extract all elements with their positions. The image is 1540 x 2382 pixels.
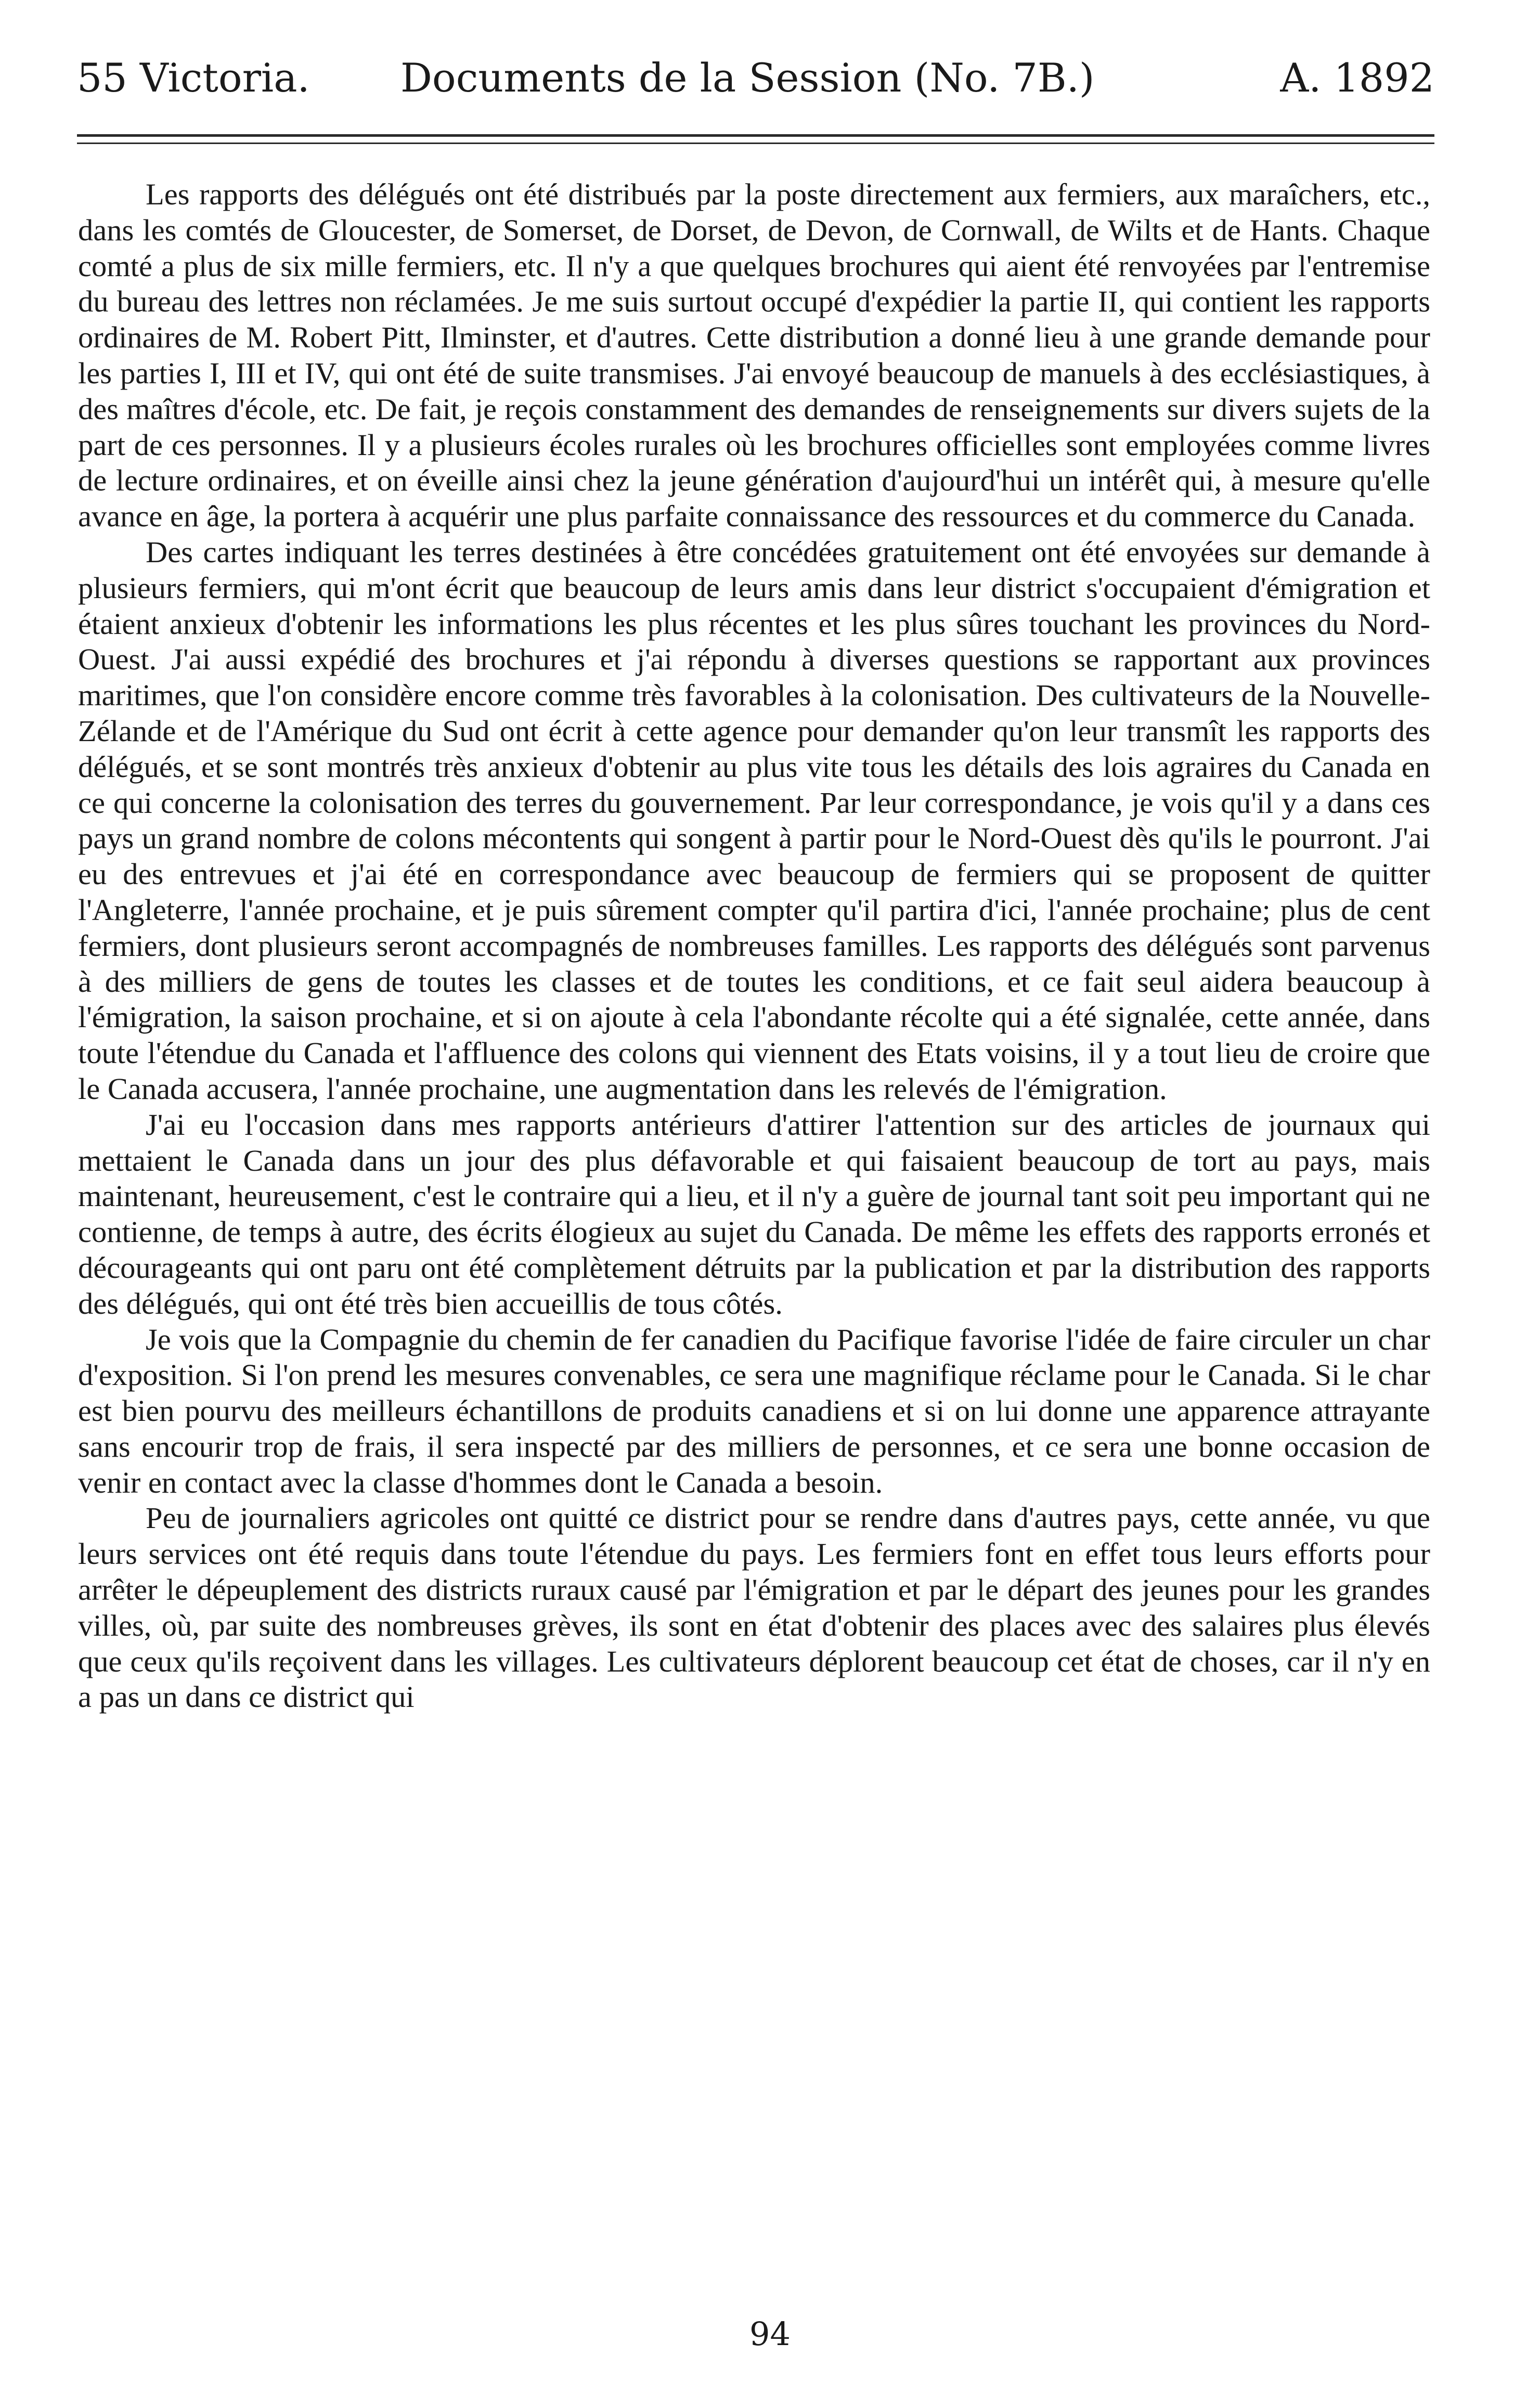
paragraph-newspaper-articles: J'ai eu l'occasion dans mes rapports antérieurs d'attirer l'attention sur des articles de journaux qui mettaient le Canada dans un jour des plus défavorable et qui faisaient beaucoup de tort au pays, mais maintenant, heureusement, c'est le contraire qui a lieu, et il n'y a guère de journal tant soit peu important qui ne contienne, de temps à autre, des écrits élogieux au sujet du Canada. De même les effets des rapports erronés et décourageants qui ont paru ont été complètement détruits par la publication et par la distribution des rapports des délégués, qui ont été très bien accueillis de tous côtés. xyxy=(78,1107,1430,1321)
paragraph-agricultural-labourers: Peu de journaliers agricoles ont quitté ce district pour se rendre dans d'autres pays, cette année, vu que leurs services ont été requis dans toute l'étendue du pays. Les fermiers font en effet tous leurs efforts pour arrêter le dépeuplement des districts ruraux causé par l'émigration et par le départ des jeunes pour les grandes villes, où, par suite des nombreuses grèves, ils sont en état d'obtenir des places avec des salaires plus élevés que ceux qu'ils reçoivent dans les villages. Les cultivateurs déplorent beaucoup cet état de choses, car il n'y en a pas un dans ce district qui xyxy=(78,1501,1430,1714)
running-header xyxy=(77,47,1434,109)
paragraph-distribution-of-reports: Les rapports des délégués ont été distribués par la poste directement aux fermiers, aux maraîchers, etc., dans les comtés de Gloucester, de Somerset, de Dorset, de Devon, de Cornwall, de Wilts et de Hants. Chaque comté a plus de six mille fermiers, etc. Il n'y a que quelques brochures qui aient été renvoyées par l'entremise du bureau des lettres non réclamées. Je me suis surtout occupé d'expédier la partie II, qui contient les rapports ordinaires de M. Robert Pitt, Ilminster, et d'autres. Cette distribution a donné lieu à une grande demande pour les parties I, III et IV, qui ont été de suite transmises. J'ai envoyé beaucoup de manuels à des ecclésiastiques, à des maîtres d'école, etc. De fait, je reçois constamment des demandes de renseignements sur divers sujets de la part de ces personnes. Il y a plusieurs écoles rurales où les brochures officielles sont employées comme livres de lecture ordinaires, et on éveille ainsi chez la jeune génération d'aujourd'hui un intérêt qui, à mesure qu'elle avance en âge, la portera à acquérir une plus parfaite connaissance des ressources et du commerce du Canada. xyxy=(78,177,1430,534)
paragraph-exhibition-car: Je vois que la Compagnie du chemin de fer canadien du Pacifique favorise l'idée de faire circuler un char d'exposition. Si l'on prend les mesures convenables, ce sera une magnifique réclame pour le Canada. Si le char est bien pourvu des meilleurs échantillons de produits canadiens et si on lui donne une apparence attrayante sans encourir trop de frais, il sera inspecté par des milliers de personnes, et ce sera une bonne occasion de venir en contact avec la classe d'hommes dont le Canada a besoin. xyxy=(78,1322,1430,1499)
page-number: 94 xyxy=(749,2315,791,2353)
body-text xyxy=(78,177,1430,2252)
header-regnal-year: 55 Victoria. xyxy=(77,55,310,101)
header-year: A. 1892 xyxy=(1280,55,1434,101)
paragraph-maps-and-inquiries: Des cartes indiquant les terres destinées à être concédées gratuitement ont été envoyées sur demande à plusieurs fermiers, qui m'ont écrit que beaucoup de leurs amis dans leur district s'occupaient d'émigration et étaient anxieux d'obtenir les informations les plus récentes et les plus sûres touchant les provinces du Nord-Ouest. J'ai aussi expédié des brochures et j'ai répondu à diverses questions se rapportant aux provinces maritimes, que l'on considère encore comme très favorables à la colonisation. Des cultivateurs de la Nouvelle-Zélande et de l'Amérique du Sud ont écrit à cette agence pour demander qu'on leur transmît les rapports des délégués, et se sont montrés très anxieux d'obtenir au plus vite tous les détails des lois agraires du Canada en ce qui concerne la colonisation des terres du gouvernement. Par leur correspondance, je vois qu'il y a dans ces pays un grand nombre de colons mécontents qui songent à partir pour le Nord-Ouest dès qu'ils le pourront. J'ai eu des entrevues et j'ai été en correspondance avec beaucoup de fermiers qui se proposent de quitter l'Angleterre, l'année prochaine, et je puis sûrement compter qu'il partira d'ici, l'année prochaine; plus de cent fermiers, dont plusieurs seront accompagnés de nombreuses familles. Les rapports des délégués sont parvenus à des milliers de gens de toutes les classes et de toutes les conditions, et ce fait seul aidera beaucoup à l'émigration, la saison prochaine, et si on ajoute à cela l'abondante récolte qui a été signalée, cette année, dans toute l'étendue du Canada et l'affluence des colons qui viennent des Etats voisins, il y a tout lieu de croire que le Canada accusera, l'année prochaine, une augmentation dans les relevés de l'émigration. xyxy=(78,535,1430,1106)
header-document-title: Documents de la Session (No. 7B.) xyxy=(400,55,1095,101)
header-rule-thin xyxy=(77,143,1434,144)
header-rule-thick xyxy=(77,134,1434,137)
